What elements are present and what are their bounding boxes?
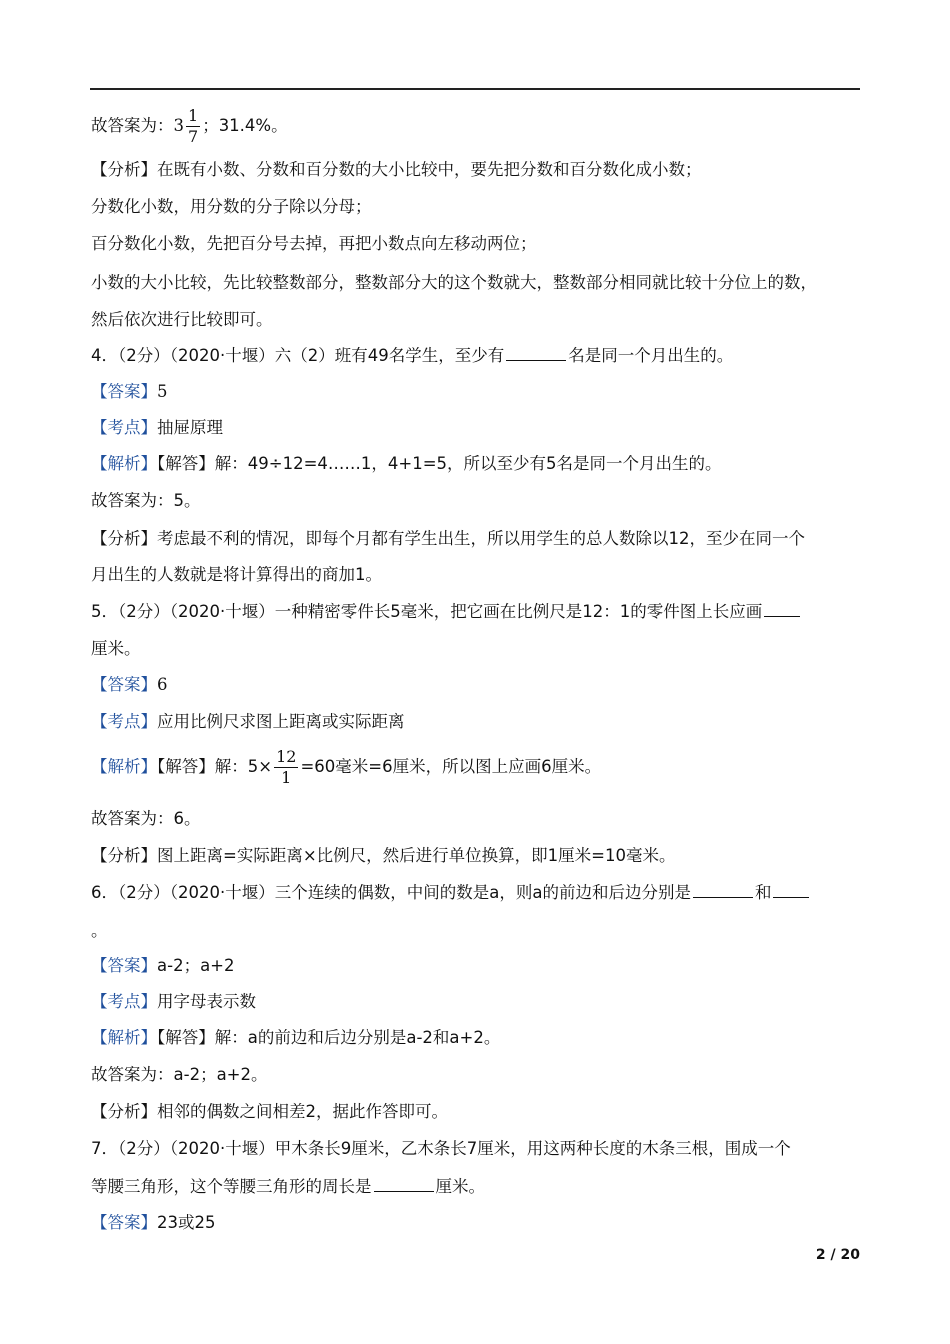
question-6-point: 【考点】用字母表示数 (91, 992, 256, 1011)
answer-blank (506, 346, 566, 361)
question-5-analysis: 【分析】图上距离=实际距离×比例尺，然后进行单位换算，即1厘米=10毫米。 (91, 846, 676, 865)
question-6-solution: 【解析】【解答】解：a的前边和后边分别是a-2和a+2。 (91, 1028, 501, 1047)
question-6-final: 故答案为：a-2；a+2。 (91, 1065, 268, 1084)
mixed-fraction: $\frac{1}{7}$ (188, 106, 199, 146)
prev-answer-line: 故答案为：3 $\frac{1}{7}$ ；31.4%。 (91, 106, 288, 146)
question-5-stem: 5．（2分）（2020·十堰）一种精密零件长5毫米，把它画在比例尺是12：1的零件图上长应画 (91, 601, 802, 623)
question-5-point: 【考点】应用比例尺求图上距离或实际距离 (91, 712, 405, 731)
header-rule (90, 88, 860, 90)
question-6-answer: 【答案】a-2；a+2 (91, 956, 235, 975)
question-5-solution: 【解析】【解答】解：5× $\frac{12}{1}$ =60毫米=6厘米，所以图上应画6厘米。 (91, 747, 602, 787)
answer-blank (693, 883, 753, 898)
answer-blank (374, 1177, 434, 1192)
question-5-answer: 【答案】6 (91, 675, 168, 694)
analysis-line: 小数的大小比较，先比较整数部分，整数部分大的这个数就大，整数部分相同就比较十分位上的数， (91, 273, 817, 292)
question-7-stem-cont: 等腰三角形，这个等腰三角形的周长是 厘米。 (91, 1177, 485, 1196)
question-6-analysis: 【分析】相邻的偶数之间相差2，据此作答即可。 (91, 1102, 448, 1121)
analysis-line: 百分数化小数，先把百分号去掉，再把小数点向左移动两位； (91, 234, 537, 253)
page-number: 2 / 20 (815, 1247, 860, 1263)
question-7-stem: 7．（2分）（2020·十堰）甲木条长9厘米，乙木条长7厘米，用这两种长度的木条三根，围成一个 (91, 1139, 791, 1158)
scale-fraction: $\frac{12}{1}$ (276, 747, 297, 787)
question-4-solution: 【解析】【解答】解：49÷12=4……1，4+1=5，所以至少有5名是同一个月出生的。 (91, 454, 722, 473)
question-4-analysis: 【分析】考虑最不利的情况，即每个月都有学生出生，所以用学生的总人数除以12，至少在同一个 (91, 529, 805, 548)
question-4-final: 故答案为：5。 (91, 491, 201, 510)
question-6-stem-cont: 。 (91, 921, 108, 940)
question-4-stem: 4．（2分）（2020·十堰）六（2）班有49名学生，至少有 名是同一个月出生的。 (91, 346, 734, 365)
answer-blank (764, 602, 800, 617)
question-5-final: 故答案为：6。 (91, 809, 201, 828)
question-4-analysis: 月出生的人数就是将计算得出的商加1。 (91, 565, 382, 584)
question-4-point: 【考点】抽屉原理 (91, 418, 223, 437)
question-5-stem-cont: 厘米。 (91, 639, 141, 658)
analysis-line: 然后依次进行比较即可。 (91, 310, 273, 329)
question-4-answer: 【答案】5 (91, 382, 168, 401)
question-7-answer: 【答案】23或25 (91, 1213, 216, 1232)
answer-blank (773, 883, 809, 898)
question-6-stem: 6．（2分）（2020·十堰）三个连续的偶数，中间的数是a，则a的前边和后边分别是 和 (91, 882, 811, 904)
analysis-line: 【分析】在既有小数、分数和百分数的大小比较中，要先把分数和百分数化成小数； (91, 160, 702, 179)
analysis-line: 分数化小数，用分数的分子除以分母； (91, 197, 372, 216)
